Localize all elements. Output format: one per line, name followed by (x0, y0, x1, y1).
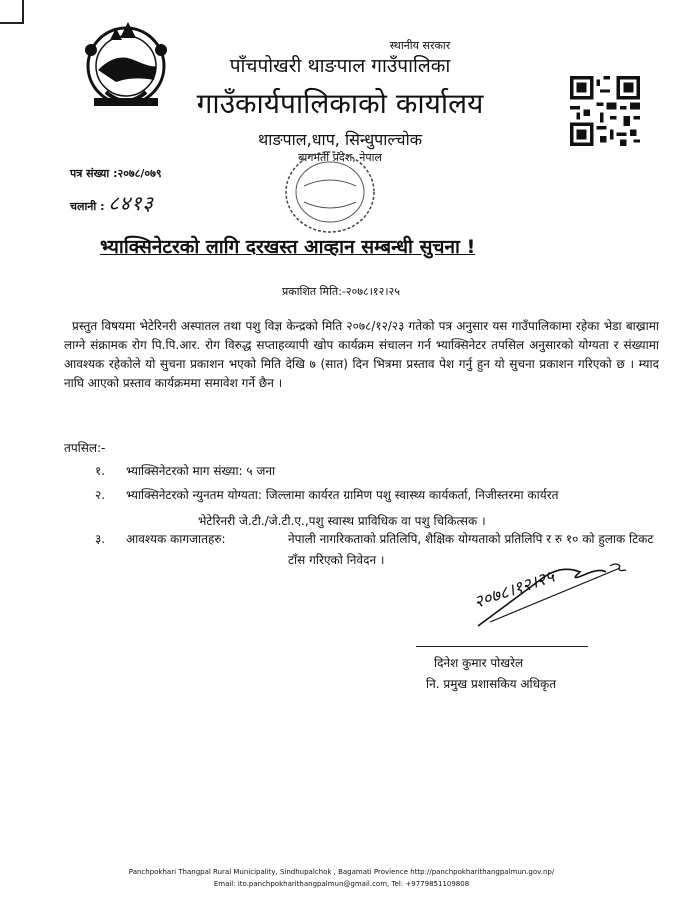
notice-title: भ्याक्सिनेटरको लागि दरखस्त आव्हान सम्बन्धी सुचना ! (100, 236, 476, 258)
chalani-value: ८४१३ (108, 191, 154, 215)
signature-line (416, 646, 588, 647)
item-3-text-continued: नेपाली नागरिकताको प्रतिलिपि, शैक्षिक योग्यताको प्रतिलिपि र रु १० को हुलाक टिकट टाँस गरिएको निवेदन । (288, 532, 654, 567)
item-1-number: १. (95, 464, 106, 478)
item-2-text: भ्याक्सिनेटरको न्युनतम योग्यता: जिल्लामा कार्यरत ग्रामिण पशु स्वास्थ्य कार्यकर्ता, निजीस्तरमा कार्यरत (126, 488, 559, 502)
patra-label: पत्र संख्या : (70, 167, 118, 180)
address-line2: बागमती प्रदेश, नेपाल (298, 151, 382, 164)
published-value: २०७८।१२।२५ (345, 285, 400, 298)
government-label: स्थानीय सरकार (389, 39, 451, 52)
item-3-text: आवश्यक कागजातहरु: (126, 532, 226, 546)
office-name: गाउँकार्यपालिकाको कार्यालय (196, 87, 484, 120)
item-2-text-continued: भेटेरिनरी जे.टी./जे.टी.ए.,पशु स्वास्थ प्राविधिक वा पशु चिकित्सक । (198, 514, 486, 528)
footer-contact: Email: ito.panchpokharithangpalmun@gmail.com, Tel: +9779851109808 (213, 880, 470, 888)
qr-code-icon (570, 76, 640, 146)
office-stamp-icon (282, 146, 378, 238)
municipality-name: पाँचपोखरी थाङपाल गाउँपालिका (229, 55, 451, 77)
patra-sankhya (70, 166, 162, 181)
item-2-number: २. (95, 488, 106, 502)
signature-date: २०७८।१२।२५ (471, 566, 558, 613)
published-label: प्रकाशित मिति:- (282, 285, 346, 298)
published-date (282, 284, 400, 299)
item-3-number: ३. (95, 532, 106, 546)
patra-value: २०७८/०७९ (117, 167, 162, 180)
chalani-label: चलानी : (70, 200, 105, 213)
footer-address: Panchpokhari Thangpal Rural Municipality, Sindhupalchok , Bagamati Provience http://panchpokharithangpalmun.gov.np/ (128, 868, 555, 876)
address-line1: थाङपाल,धाप, सिन्धुपाल्चोक (257, 130, 423, 149)
chalani (70, 189, 154, 216)
notice-body: प्रस्तुत विषयमा भेटेरिनरी अस्पातल तथा पशु विज्ञ केन्द्रको मिति २०७८/१२/२३ गतेको पत्र अनुसार यस गाउँपालिकामा रहेका भेडा बाख्रामा लाग्ने संक्रामक रोग पि.पि.आर. रोग विरुद्ध सप्ताहव्यापी खोप कार्यक्रम संचालन गर्न भ्याक्सिनेटर तपसिल अनुसारको योग्यता र संख्यामा आवश्यक रहेकोले यो सुचना प्रकाशन भएको मिति देखि ७ (सात) दिन भित्रमा प्रस्ताव पेश गर्नु हुन यो सुचना प्रकाशन गरिएको छ । म्याद नाघि आएको प्रस्ताव कार्यक्रममा समावेश गर्ने छैन । (64, 319, 659, 390)
signatory-name: दिनेश कुमार पोखरेल (434, 656, 524, 670)
signatory-designation: नि. प्रमुख प्रशासकिय अधिकृत (426, 677, 557, 691)
tapsil-label: तपसिल:- (64, 441, 106, 455)
corner-fold-mark (0, 0, 24, 24)
item-1-text: भ्याक्सिनेटरको माग संख्या: ५ जना (126, 464, 276, 478)
